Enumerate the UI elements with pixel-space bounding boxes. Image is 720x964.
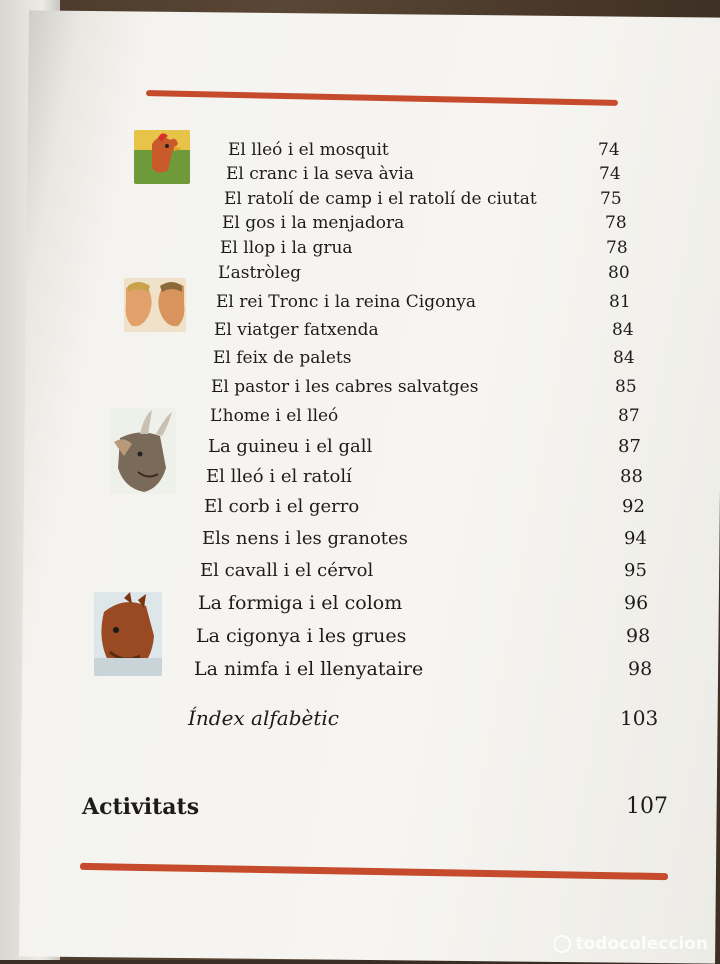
toc-entry-title: El corb i el gerro (204, 496, 360, 517)
index-title: Índex alfabètic (188, 706, 339, 730)
toc-entry-page: 95 (624, 560, 647, 581)
toc-entry-page: 78 (606, 238, 628, 258)
toc-entry-title: El cavall i el cérvol (200, 560, 374, 581)
toc-entry-page: 98 (628, 658, 653, 680)
toc-entry-title: Els nens i les granotes (202, 528, 408, 549)
toc-entry-page: 81 (609, 292, 631, 312)
toc-entry-page: 78 (605, 213, 627, 233)
toc-entry-title: La guineu i el gall (208, 436, 373, 457)
toc-entry-page: 75 (600, 189, 622, 209)
toc-entry-title: La cigonya i les grues (196, 625, 407, 647)
toc-entry-page: 87 (618, 406, 640, 426)
toc-entry-title: El rei Tronc i la reina Cigonya (216, 292, 477, 312)
section-title: Activitats (82, 794, 200, 820)
toc-entry-page: 96 (624, 592, 649, 614)
toc-entry-page: 94 (624, 528, 647, 549)
watermark (553, 934, 708, 954)
index-page: 103 (620, 706, 659, 730)
toc-entry-page: 87 (618, 436, 641, 457)
toc-entry-title: La formiga i el colom (198, 592, 403, 614)
toc-entry-title: L’astròleg (218, 263, 302, 283)
toc-entry-title: El lleó i el ratolí (206, 466, 352, 487)
toc-entry-title: El pastor i les cabres salvatges (211, 377, 479, 397)
toc-entry-title: L’home i el lleó (210, 406, 339, 426)
toc-entry-title: El gos i la menjadora (222, 213, 405, 233)
toc-entry-title: El llop i la grua (220, 238, 353, 258)
toc-entry-page: 88 (620, 466, 643, 487)
toc-entry-page: 85 (615, 377, 637, 397)
toc-entry-title: El feix de palets (213, 348, 352, 368)
toc-entry-title: La nimfa i el llenyataire (194, 658, 424, 680)
toc-entry-page: 84 (612, 320, 634, 340)
watermark-logo-icon (553, 935, 571, 953)
section-page: 107 (626, 794, 668, 819)
toc-entry-title: El viatger fatxenda (214, 320, 379, 340)
toc-entry-page: 92 (622, 496, 645, 517)
toc-entry-page: 74 (599, 164, 621, 184)
toc-entry-page: 84 (613, 348, 635, 368)
toc-entry-page: 80 (608, 263, 630, 283)
watermark-text: todocoleccion (575, 934, 708, 954)
toc-entry-title: El ratolí de camp i el ratolí de ciutat (224, 189, 537, 209)
toc-entry-page: 98 (626, 625, 651, 647)
toc-entry-title: El lleó i el mosquit (228, 140, 389, 160)
toc-entry-page: 74 (598, 140, 620, 160)
toc-entry-title: El cranc i la seva àvia (226, 164, 414, 184)
